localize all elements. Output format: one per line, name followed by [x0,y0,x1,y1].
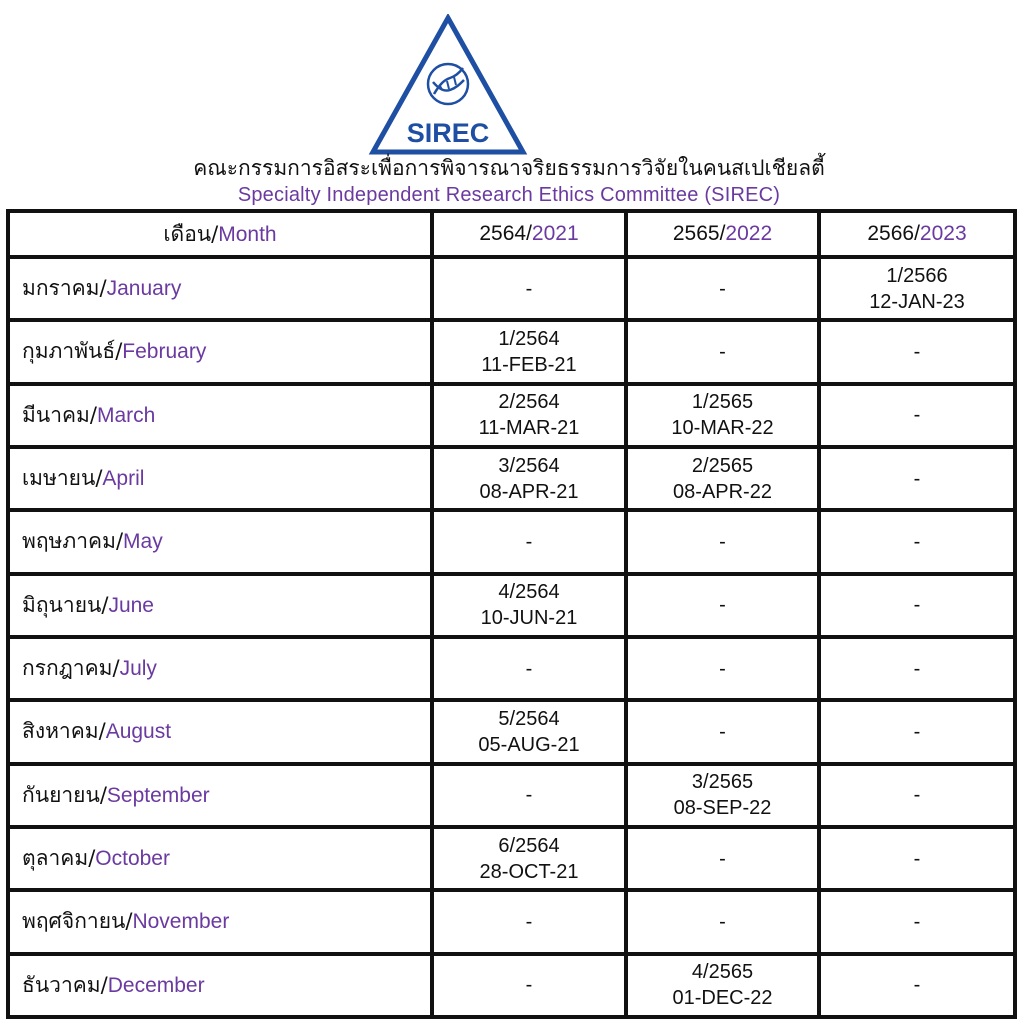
meeting-cell [819,954,1015,1017]
month-sep: / [95,466,103,491]
meeting-date: 11-FEB-21 [481,353,577,376]
no-meeting-dash: - [719,277,726,300]
no-meeting-dash: - [525,657,533,680]
month-english: October [95,847,170,871]
header-month [8,211,432,257]
header-year-be: 2565 [672,222,720,245]
meeting-date: 08-APR-21 [479,480,579,503]
committee-title-english: Specialty Independent Research Ethics Committee (SIREC) [237,184,781,206]
table-row [8,700,1015,763]
no-meeting-dash: - [525,530,533,553]
table-row [8,257,1015,320]
no-meeting-dash: - [719,910,726,933]
table-row [8,637,1015,700]
month-cell [8,320,432,383]
month-english: September [106,783,210,807]
meeting-cell [432,257,626,320]
month-thai: ธันวาคม [22,972,101,997]
header-sep: / [211,221,219,246]
meeting-number: 1/2566 [886,264,948,287]
meeting-date: 01-DEC-22 [672,987,773,1010]
no-meeting-dash: - [913,847,921,870]
month-sep: / [125,909,133,934]
month-thai: ตุลาคม [22,846,89,871]
meeting-cell [626,384,819,447]
header-year-2022 [626,211,819,257]
no-meeting-dash: - [719,594,726,617]
meeting-number: 1/2565 [691,391,754,414]
meeting-cell [819,510,1015,573]
month-english: May [123,530,163,554]
month-sep: / [99,782,107,807]
meeting-date: 08-APR-22 [673,480,772,503]
meeting-number: 1/2564 [498,327,560,350]
month-cell [8,700,432,763]
meeting-number: 4/2564 [498,581,560,604]
month-thai: กรกฎาคม [22,656,113,681]
no-meeting-dash: - [719,530,726,553]
month-english: December [107,973,205,997]
month-sep: / [115,339,123,364]
meeting-cell [819,257,1015,320]
meeting-cell [626,827,819,890]
month-cell [8,510,432,573]
month-english: August [105,720,172,744]
meeting-cell [626,700,819,763]
month-sep: / [88,846,96,871]
header-year-2021 [432,211,626,257]
header-year-be: 2566 [867,222,915,245]
header-month-thai: เดือน [163,221,212,246]
meeting-cell [432,890,626,953]
header-year-ce: 2023 [919,222,967,245]
meeting-cell [626,320,819,383]
no-meeting-dash: - [913,974,921,997]
table-row [8,320,1015,383]
header-year-2023 [819,211,1015,257]
month-thai: กุมภาพันธ์ [22,339,116,364]
month-thai: เมษายน [22,466,96,491]
meeting-number: 5/2564 [498,707,560,730]
table-body [8,257,1015,1017]
month-cell [8,637,432,700]
meeting-cell [626,510,819,573]
meeting-cell [819,320,1015,383]
meeting-cell [432,574,626,637]
meeting-cell [819,827,1015,890]
meeting-cell [432,764,626,827]
meeting-cell [819,890,1015,953]
month-english: July [119,657,157,681]
no-meeting-dash: - [913,720,921,743]
sirec-logo [368,14,528,156]
no-meeting-dash: - [913,910,921,933]
meeting-number: 2/2565 [691,454,754,477]
month-sep: / [115,529,124,554]
month-cell [8,890,432,953]
meeting-cell [432,827,626,890]
meeting-cell [432,510,626,573]
meeting-date: 05-AUG-21 [478,733,580,756]
month-thai: มีนาคม [22,402,90,427]
header-sep: / [719,222,726,245]
meeting-cell [626,257,819,320]
meeting-cell [819,447,1015,510]
meeting-number: 2/2564 [498,391,560,414]
no-meeting-dash: - [913,340,921,363]
month-thai: สิงหาคม [22,719,99,744]
month-cell [8,574,432,637]
no-meeting-dash: - [913,657,921,680]
month-sep: / [89,402,97,427]
table-row [8,954,1015,1017]
meeting-cell [432,700,626,763]
no-meeting-dash: - [913,784,921,807]
month-cell [8,257,432,320]
month-sep: / [101,592,109,617]
month-thai: กันยายน [22,782,100,807]
table-header-row [8,211,1015,257]
table-row [8,574,1015,637]
month-english: March [96,403,156,427]
meeting-cell [819,700,1015,763]
no-meeting-dash: - [719,720,726,743]
month-sep: / [100,972,108,997]
table-row [8,384,1015,447]
header-year-ce: 2021 [531,222,579,245]
month-thai: พฤศจิกายน [22,909,126,934]
meeting-cell [819,764,1015,827]
meeting-date: 12-JAN-23 [869,290,965,313]
month-thai: มิถุนายน [22,592,102,617]
meeting-cell [819,574,1015,637]
meeting-cell [432,954,626,1017]
no-meeting-dash: - [525,784,533,807]
month-english: February [122,340,207,364]
no-meeting-dash: - [719,340,726,363]
month-sep: / [112,656,120,681]
month-english: April [102,467,145,491]
meeting-cell [626,764,819,827]
committee-title-thai: คณะกรรมการอิสระเพื่อการพิจารณาจริยธรรมการวิจัยในคนสเปเชียลตี้ [193,156,825,180]
logo-text: SIREC [406,118,490,148]
month-cell [8,954,432,1017]
table-row [8,764,1015,827]
header-month-english: Month [218,222,277,246]
meeting-number: 4/2565 [691,961,754,984]
meeting-date: 11-MAR-21 [478,417,580,440]
meeting-cell [626,637,819,700]
header-year-be: 2564 [479,222,527,245]
month-cell [8,447,432,510]
meeting-cell [626,447,819,510]
meeting-schedule-table [6,209,1017,1019]
meeting-cell [432,320,626,383]
table-row [8,890,1015,953]
month-thai: มกราคม [22,276,100,301]
meeting-cell [819,384,1015,447]
month-sep: / [98,719,106,744]
no-meeting-dash: - [913,404,921,427]
no-meeting-dash: - [525,277,533,300]
month-english: June [108,593,154,617]
month-sep: / [99,276,107,301]
month-english: November [132,910,230,934]
meeting-cell [819,637,1015,700]
table-row [8,447,1015,510]
meeting-cell [432,384,626,447]
meeting-date: 10-JUN-21 [480,607,578,630]
no-meeting-dash: - [913,467,921,490]
meeting-date: 28-OCT-21 [479,860,579,883]
month-cell [8,827,432,890]
table-row [8,827,1015,890]
header-sep: / [914,222,920,245]
no-meeting-dash: - [719,847,726,870]
meeting-cell [626,574,819,637]
meeting-date: 08-SEP-22 [673,797,772,820]
month-cell [8,764,432,827]
no-meeting-dash: - [913,594,921,617]
header-year-ce: 2022 [725,222,773,245]
header-sep: / [526,222,532,245]
no-meeting-dash: - [525,910,533,933]
meeting-number: 3/2564 [498,454,560,477]
meeting-cell [432,447,626,510]
meeting-cell [432,637,626,700]
meeting-date: 10-MAR-22 [671,417,774,440]
meeting-cell [626,954,819,1017]
table-row [8,510,1015,573]
no-meeting-dash: - [913,530,921,553]
no-meeting-dash: - [719,657,726,680]
meeting-number: 3/2565 [691,771,754,794]
month-thai: พฤษภาคม [22,529,116,554]
month-cell [8,384,432,447]
meeting-number: 6/2564 [498,834,560,857]
meeting-cell [626,890,819,953]
no-meeting-dash: - [525,974,533,997]
month-english: January [106,277,182,301]
